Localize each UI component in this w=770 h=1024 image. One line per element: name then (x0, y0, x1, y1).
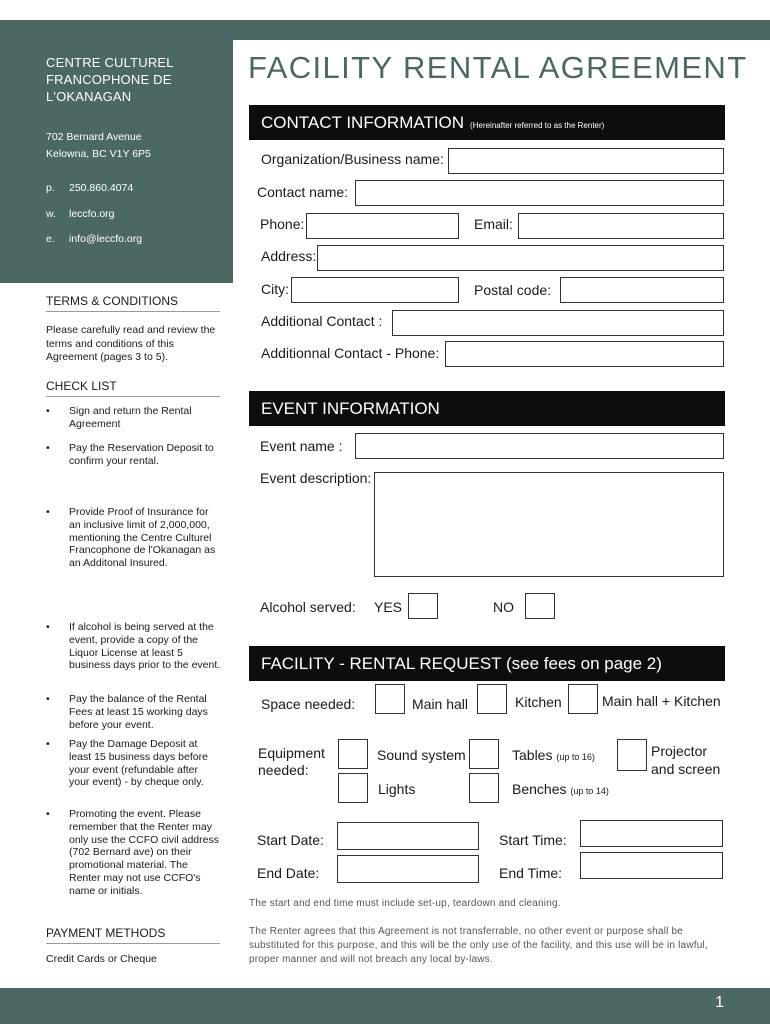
start-time-field[interactable] (580, 820, 723, 847)
alcohol-no-checkbox[interactable] (525, 593, 555, 619)
address-line-1: 702 Bernard Avenue (46, 131, 142, 143)
contact-section-header: CONTACT INFORMATION (Hereinafter referred to as the Renter) (249, 105, 725, 140)
additional-phone-field[interactable] (445, 341, 724, 367)
end-time-field[interactable] (580, 852, 723, 879)
end-date-field[interactable] (337, 855, 479, 883)
additional-contact-label: Additional Contact : (261, 313, 383, 329)
checklist-title: CHECK LIST (46, 379, 220, 397)
projector-checkbox[interactable] (617, 739, 647, 771)
lights-label: Lights (378, 781, 416, 797)
postal-code-label: Postal code: (474, 282, 552, 298)
alcohol-yes-checkbox[interactable] (408, 593, 438, 619)
city-label: City: (261, 281, 289, 297)
main-hall-checkbox[interactable] (375, 684, 405, 714)
tables-label: Tables (up to 16) (512, 747, 595, 763)
payment-title: PAYMENT METHODS (46, 926, 220, 944)
end-date-label: End Date: (257, 865, 320, 881)
city-field[interactable] (291, 277, 459, 303)
alcohol-no-label: NO (493, 599, 514, 615)
alcohol-yes-label: YES (374, 599, 403, 615)
email-field[interactable] (518, 213, 724, 239)
page-number: 1 (715, 994, 724, 1011)
organization-name: CENTRE CULTUREL FRANCOPHONE DE L'OKANAGAN (46, 55, 174, 104)
top-band (0, 20, 770, 40)
phone-field[interactable] (306, 213, 459, 239)
projector-label: Projector and screen (651, 743, 721, 777)
contact-name-field[interactable] (355, 180, 724, 206)
end-time-label: End Time: (499, 865, 563, 881)
sound-system-checkbox[interactable] (338, 739, 368, 769)
event-name-field[interactable] (355, 433, 724, 459)
org-name-field[interactable] (448, 148, 724, 174)
web-value[interactable]: leccfo.org (69, 208, 115, 220)
phone-value: 250.860.4074 (69, 182, 134, 194)
time-note: The start and end time must include set-up, teardown and cleaning. (249, 898, 561, 909)
benches-checkbox[interactable] (469, 773, 499, 803)
agreement-note: The Renter agrees that this Agreement is not transferrable, no other event or purpose shall be substituted for this purpose, and this will be the only use of the facility, and this use will be in lawful, proper manner and will not breach any local by-laws. (249, 926, 708, 965)
web-label: w. (46, 208, 56, 220)
event-section-header: EVENT INFORMATION (249, 391, 725, 426)
sound-system-label: Sound system (377, 747, 466, 763)
additional-phone-label: Additionnal Contact - Phone: (261, 345, 440, 361)
tables-checkbox[interactable] (469, 739, 499, 769)
payment-text: Credit Cards or Cheque (46, 953, 157, 965)
main-hall-label: Main hall (412, 696, 469, 712)
phone-label: p. (46, 182, 55, 194)
event-description-field[interactable] (374, 472, 724, 577)
space-needed-label: Space needed: (261, 696, 356, 712)
start-date-field[interactable] (337, 822, 479, 850)
benches-label: Benches (up to 14) (512, 781, 609, 797)
additional-contact-field[interactable] (392, 310, 724, 336)
terms-text: Please carefully read and review the terms and conditions of this Agreement (pages 3 to 5). (46, 324, 216, 363)
main-hall-kitchen-label: Main hall + Kitchen (602, 693, 721, 709)
kitchen-checkbox[interactable] (477, 684, 507, 714)
email-value[interactable]: info@leccfo.org (69, 233, 143, 245)
email-field-label: Email: (474, 216, 513, 232)
event-name-label: Event name : (260, 438, 343, 454)
event-description-label: Event description: (260, 470, 372, 486)
alcohol-label: Alcohol served: (260, 599, 356, 615)
start-date-label: Start Date: (257, 832, 324, 848)
equipment-label: Equipment needed: (258, 745, 325, 778)
bottom-band (0, 988, 770, 1024)
phone-field-label: Phone: (260, 216, 305, 232)
address-field[interactable] (317, 245, 724, 271)
email-label: e. (46, 233, 55, 245)
main-hall-kitchen-checkbox[interactable] (568, 684, 598, 714)
kitchen-label: Kitchen (515, 694, 562, 710)
address-field-label: Address: (261, 248, 317, 264)
lights-checkbox[interactable] (338, 773, 368, 803)
start-time-label: Start Time: (499, 832, 567, 848)
terms-title: TERMS & CONDITIONS (46, 294, 220, 312)
page-title: FACILITY RENTAL AGREEMENT (248, 50, 748, 85)
org-name-label: Organization/Business name: (261, 151, 444, 167)
postal-code-field[interactable] (560, 277, 724, 303)
contact-name-label: Contact name: (257, 184, 349, 200)
facility-section-header: FACILITY - RENTAL REQUEST (see fees on page 2) (249, 646, 725, 681)
address-line-2: Kelowna, BC V1Y 6P5 (46, 148, 151, 160)
